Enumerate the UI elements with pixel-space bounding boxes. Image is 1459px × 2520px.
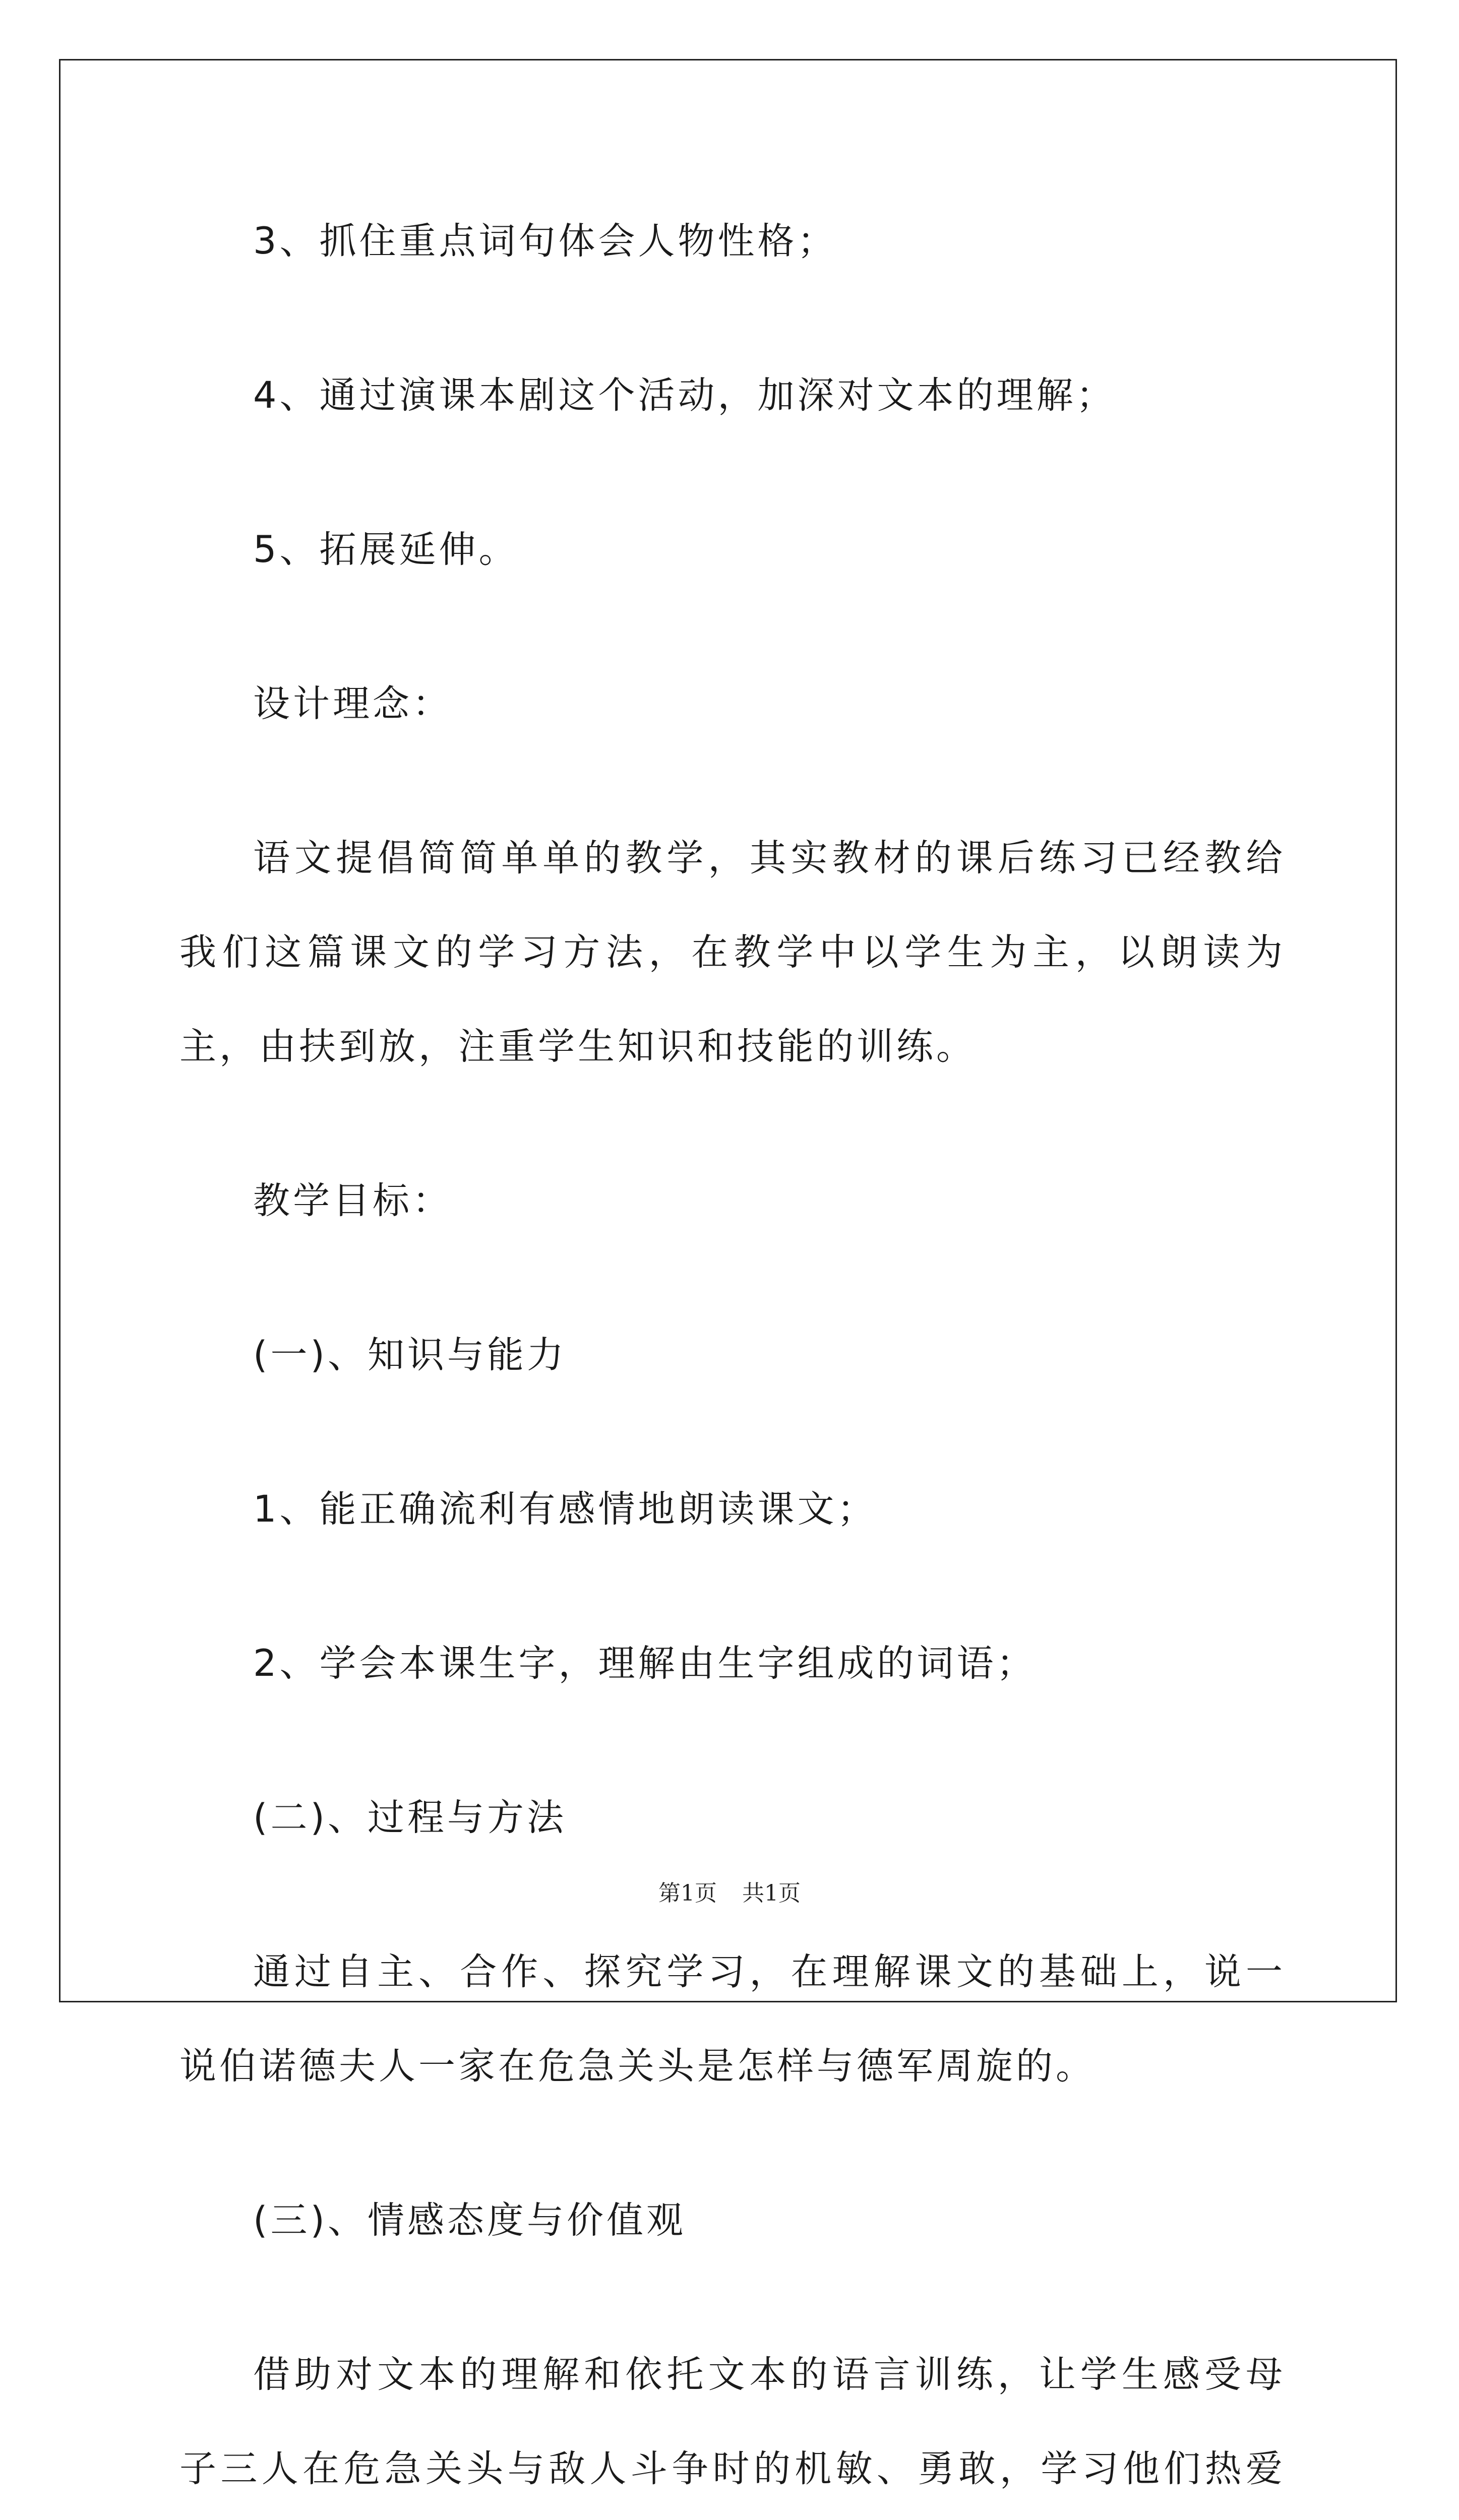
paragraph-2: 4、通过演课本剧这个活动，加深对文本的理解； <box>253 374 1116 417</box>
document-body <box>179 194 1286 2520</box>
paragraph-10: (二)、过程与方法 <box>253 1796 567 1839</box>
paragraph-3: 5、拓展延伸。 <box>253 528 519 571</box>
paragraph-5: 语文提倡简简单单的教学，其实教材的课后练习已经教给我们这篇课文的学习方法，在教学中以学生为主，以朗读为主，由扶到放，注重学生知识和技能的训练。 <box>179 837 1286 1068</box>
paragraph-12: (三)、情感态度与价值观 <box>253 2199 686 2242</box>
paragraph-4: 设计理念： <box>253 682 452 725</box>
paragraph-6: 教学目标： <box>253 1179 452 1222</box>
paragraph-1: 3、抓住重点词句体会人物性格； <box>253 220 837 263</box>
paragraph-7: (一)、知识与能力 <box>253 1334 567 1376</box>
page-number-current: 第1页 <box>658 1880 717 1906</box>
paragraph-8: 1、能正确流利有感情地朗读课文； <box>253 1488 877 1531</box>
paragraph-13: 借助对文本的理解和依托文本的语言训练，让学生感受母子三人在危急关头与敌人斗争时的机敏、勇敢，学习他们热爱 <box>179 2353 1286 2490</box>
page-number-total: 共1页 <box>742 1880 801 1906</box>
paragraph-11: 通过自主、合作、探究学习，在理解课文的基础上，说一说伯诺德夫人一家在危急关头是怎样与德军周旋的。 <box>179 1950 1286 2088</box>
paragraph-9: 2、学会本课生字，理解由生字组成的词语； <box>253 1642 1037 1685</box>
page-footer <box>0 1875 1459 1907</box>
